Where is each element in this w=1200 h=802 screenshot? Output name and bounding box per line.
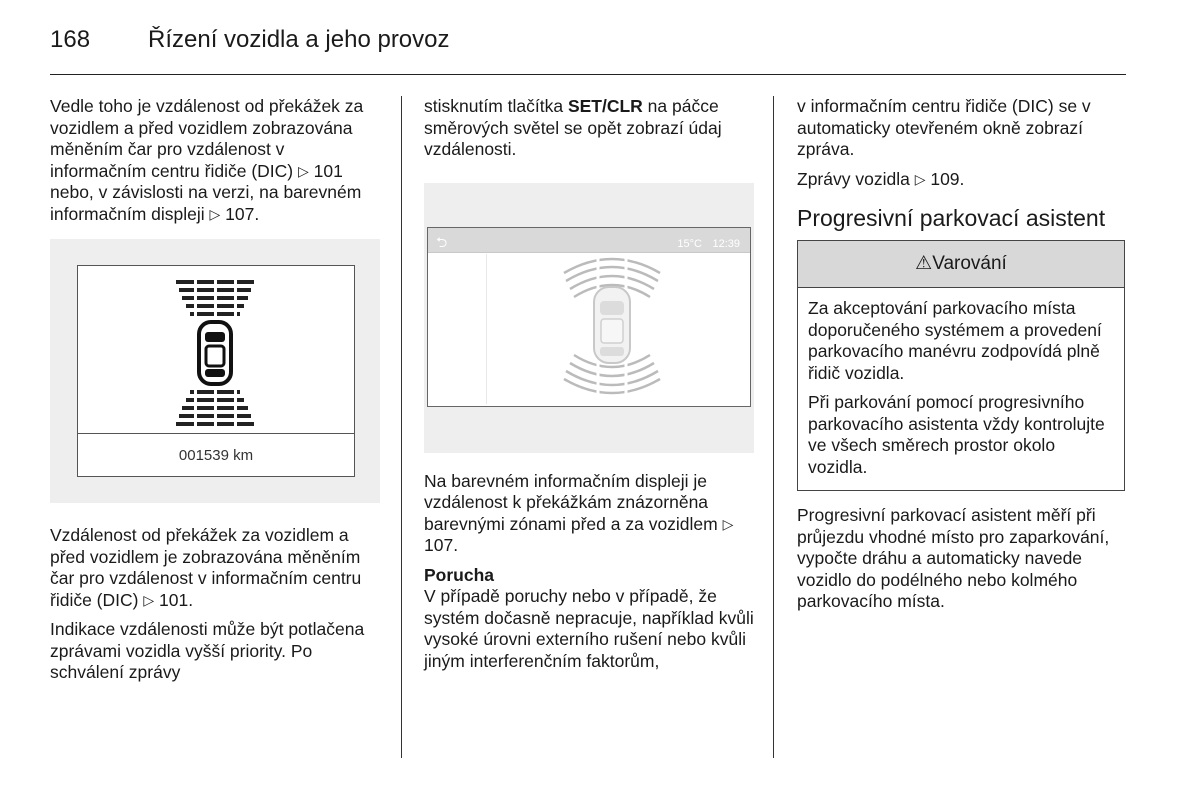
- warning-header: [798, 241, 1124, 288]
- page-reference[interactable]: 101: [159, 589, 189, 610]
- parking-distance-graphic: [78, 266, 354, 433]
- rear-zone-arc: [566, 371, 658, 385]
- odometer-readout: 001539 km: [78, 433, 354, 477]
- column-divider-2: [773, 96, 774, 758]
- info-display-screen: [427, 227, 751, 407]
- paragraph: Vedle toho je vzdálenost od překážek za vozidlem a před vozidlem zobrazována měněním čar pro vzdálenost v informačním centru řidiče (DIC) ▷ 101 nebo, v závislosti na verzi, na barevném informačním displeji ▷ 107.: [50, 96, 364, 224]
- page-reference[interactable]: 107: [424, 535, 454, 555]
- warning-paragraph: Za akceptování parkovacího místa doporučeného systémem a provedení parkovacího manévru zodpovídá plně řidič vozidla.: [808, 298, 1102, 383]
- dic-parking-figure: [50, 239, 380, 503]
- paragraph: v informačním centru řidiče (DIC) se v automaticky otevřeném okně zobrazí zpráva.: [797, 96, 1091, 159]
- car-top-view-icon: [594, 287, 630, 363]
- paragraph: Zprávy vozidla ▷ 109.: [797, 168, 965, 189]
- paragraph: Progresivní parkovací asistent měří při průjezdu vhodné místo pro zaparkování, vypočte dráhu a automaticky navede vozidlo do podélného nebo kolmého parkovacího místa.: [797, 505, 1110, 611]
- paragraph: Vzdálenost od překážek za vozidlem a před vozidlem je zobrazována měněním čar pro vzdálenost v informačním centru řidiče (DIC) ▷ 101.: [50, 525, 362, 610]
- dic-display: [77, 265, 355, 477]
- warning-title: Varování: [932, 253, 1007, 274]
- screen-status-bar: [428, 228, 750, 253]
- clock-readout: 12:39: [712, 237, 740, 250]
- page-reference[interactable]: 109: [930, 168, 960, 189]
- parking-zones-graphic: [428, 253, 750, 406]
- warning-box: [797, 240, 1125, 491]
- column-3: [797, 96, 1125, 621]
- paragraph: Na barevném informačním displeji je vzdálenost k překážkám znázorněna barevnými zónami před a za vozidlem ▷ 107.: [424, 470, 734, 555]
- front-zone-arc: [566, 267, 658, 281]
- car-top-view-icon: [199, 322, 231, 384]
- header-rule: [50, 74, 1126, 75]
- page-number: 168: [50, 26, 91, 53]
- rear-zone-arc: [570, 363, 654, 376]
- subheading-porucha: Porucha: [424, 564, 495, 585]
- warning-paragraph: Při parkování pomocí progresivního parkovacího asistenta vždy kontrolujte ve všech směrech prostor okolo vozidla.: [808, 392, 1105, 477]
- reference-arrow-icon: ▷: [297, 162, 309, 179]
- column-divider-1: [401, 96, 402, 758]
- reference-arrow-icon: ▷: [143, 591, 155, 608]
- page-title: Řízení vozidla a jeho provoz: [148, 26, 450, 53]
- reference-arrow-icon: ▷: [209, 205, 221, 222]
- paragraph: stisknutím tlačítka SET/CLR na páčce směrových světel se opět zobrazí údaj vzdálenosti.: [424, 96, 722, 159]
- back-arrow-icon[interactable]: ⮌: [436, 233, 448, 250]
- temperature-readout: 15°C: [677, 237, 702, 250]
- paragraph: Indikace vzdálenosti může být potlačena zprávami vozidla vyšší priority. Po schválení zprávy: [50, 619, 365, 682]
- page-reference[interactable]: 107: [225, 203, 255, 224]
- colour-display-figure: [424, 183, 754, 453]
- reference-arrow-icon: ▷: [914, 170, 926, 187]
- warning-triangle-icon: ⚠: [915, 253, 933, 274]
- page-reference[interactable]: 101: [313, 160, 343, 181]
- reference-arrow-icon: ▷: [722, 515, 734, 532]
- paragraph: V případě poruchy nebo v případě, že systém dočasně nepracuje, například kvůli vysoké úrovni externího rušení nebo kvůli jiným interferenčním faktorům,: [424, 586, 754, 671]
- column-1: [50, 96, 385, 692]
- button-name-set-clr: SET/CLR: [567, 96, 643, 116]
- section-heading: Progresivní parkovací asistent: [797, 205, 1106, 231]
- column-2: [424, 96, 756, 680]
- warning-body: [798, 288, 1124, 490]
